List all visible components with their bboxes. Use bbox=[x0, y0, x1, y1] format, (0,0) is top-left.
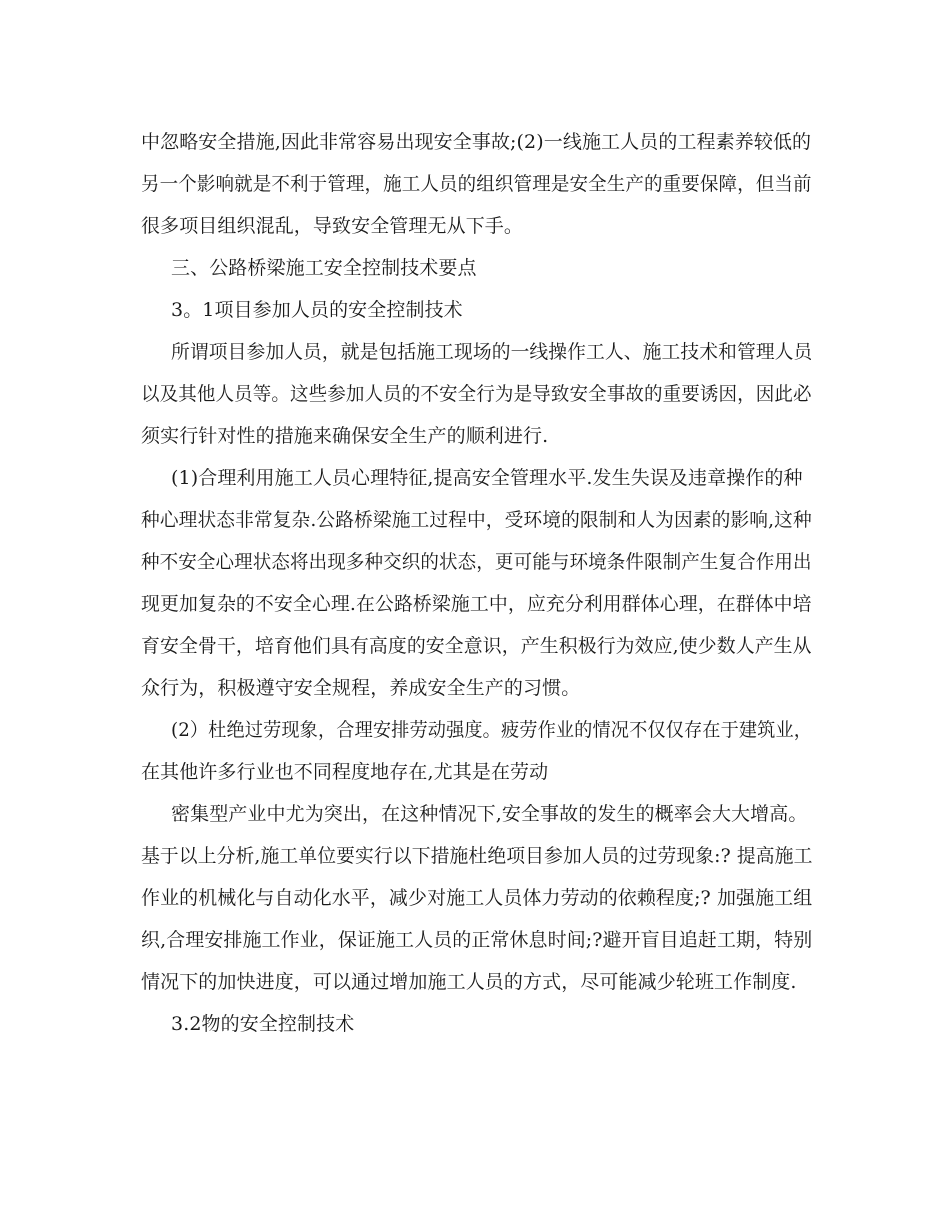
body-text-line: 中忽略安全措施,因此非常容易出现安全事故;(2)一线施工人员的工程素养较低的 bbox=[141, 131, 812, 153]
subsection-heading: 3。1项目参加人员的安全控制技术 bbox=[171, 299, 463, 321]
body-text-line: 种心理状态非常复杂.公路桥梁施工过程中，受环境的限制和人为因素的影响,这种 bbox=[141, 509, 812, 531]
body-text-line: 所谓项目参加人员，就是包括施工现场的一线操作工人、施工技术和管理人员 bbox=[171, 341, 813, 363]
body-text-line: 密集型产业中尤为突出，在这种情况下,安全事故的发生的概率会大大增高。 bbox=[171, 803, 808, 825]
body-text-line: 基于以上分析,施工单位要实行以下措施杜绝项目参加人员的过劳现象:? 提高施工 bbox=[141, 845, 813, 867]
body-text-line: 种不安全心理状态将出现多种交织的状态，更可能与环境条件限制产生复合作用出 bbox=[141, 551, 812, 573]
body-text-line: 作业的机械化与自动化水平，减少对施工人员体力劳动的依赖程度;? 加强施工组 bbox=[141, 887, 813, 909]
body-text-line: 情况下的加快进度，可以通过增加施工人员的方式，尽可能减少轮班工作制度. bbox=[141, 971, 797, 993]
body-text-line: 须实行针对性的措施来确保安全生产的顺利进行. bbox=[141, 425, 549, 447]
body-text-line: 很多项目组织混乱，导致安全管理无从下手。 bbox=[141, 215, 524, 237]
body-text-line: 在其他许多行业也不同程度地存在,尤其是在劳动 bbox=[141, 761, 549, 783]
body-text-line: (1)合理利用施工人员心理特征,提高安全管理水平.发生失误及违章操作的种 bbox=[171, 467, 803, 489]
body-text-line: 织,合理安排施工作业，保证施工人员的正常休息时间;?避开盲目追赶工期，特别 bbox=[141, 929, 813, 951]
body-text-line: 现更加复杂的不安全心理.在公路桥梁施工中，应充分利用群体心理，在群体中培 bbox=[141, 593, 812, 615]
body-text-line: 另一个影响就是不利于管理，施工人员的组织管理是安全生产的重要保障，但当前 bbox=[141, 173, 812, 195]
section-heading: 三、公路桥梁施工安全控制技术要点 bbox=[171, 257, 477, 279]
subsection-heading: 3.2物的安全控制技术 bbox=[171, 1013, 355, 1035]
body-text-line: 育安全骨干，培育他们具有高度的安全意识，产生积极行为效应,使少数人产生从 bbox=[141, 635, 812, 657]
body-text-line: 以及其他人员等。这些参加人员的不安全行为是导致安全事故的重要诱因，因此必 bbox=[141, 383, 812, 405]
body-text-line: 众行为，积极遵守安全规程，养成安全生产的习惯。 bbox=[141, 677, 581, 699]
body-text-line: (2）杜绝过劳现象，合理安排劳动强度。疲劳作业的情况不仅仅存在于建筑业， bbox=[171, 719, 813, 741]
